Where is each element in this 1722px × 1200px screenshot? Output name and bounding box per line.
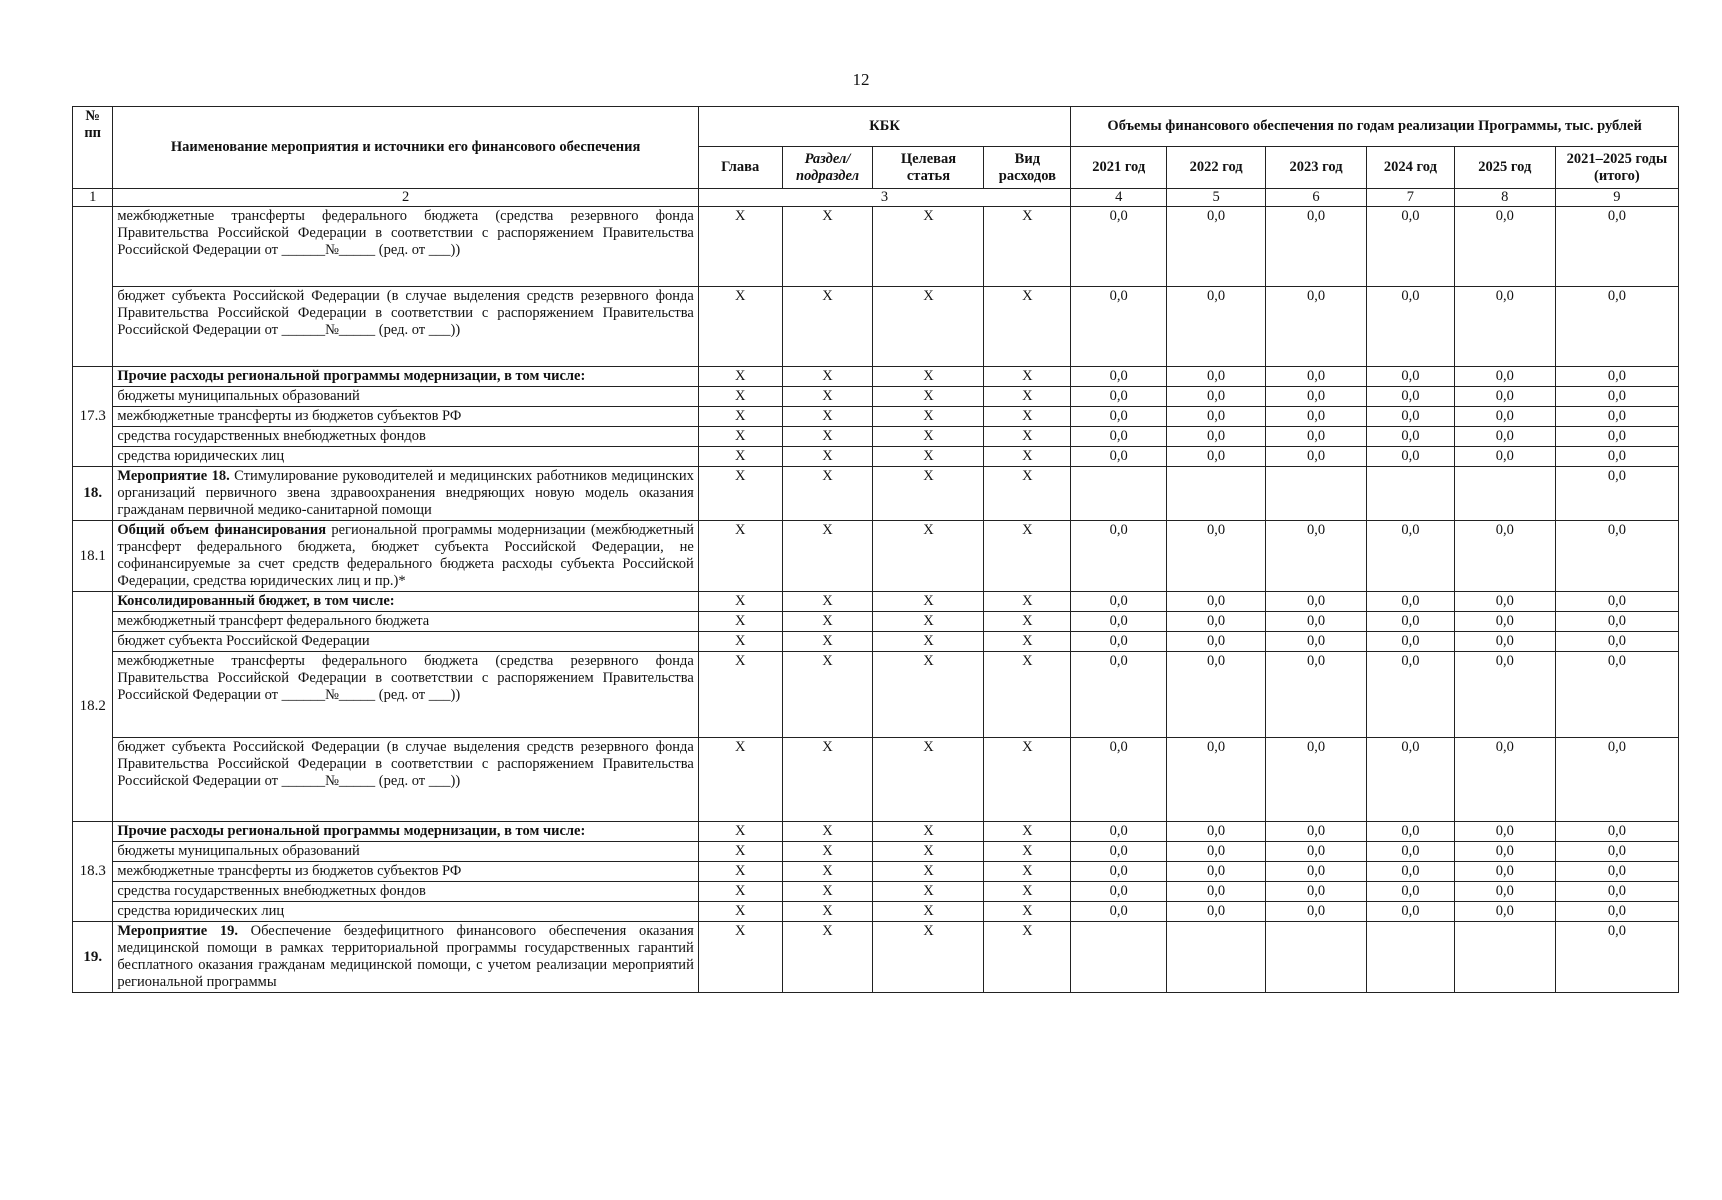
row-label: Прочие расходы региональной программы модернизации, в том числе:	[113, 822, 698, 842]
kbk-vid: X	[984, 842, 1071, 862]
row-number: 18.1	[73, 521, 113, 592]
kbk-glava: X	[698, 902, 782, 922]
value-2022: 0,0	[1167, 387, 1266, 407]
value-2024: 0,0	[1367, 822, 1455, 842]
value-empty	[1367, 922, 1455, 993]
col-number: 9	[1555, 189, 1678, 207]
value-2024: 0,0	[1367, 407, 1455, 427]
header-celevaya: Целевая статья	[873, 147, 984, 189]
value-2022: 0,0	[1167, 632, 1266, 652]
table-row	[73, 447, 1679, 467]
row-label	[113, 922, 698, 993]
value-2025: 0,0	[1454, 521, 1555, 592]
measure-19-text: Обеспечение бездефицитного финансового обеспечения оказания медицинской помощи в рамках территориальной программы государственных гарантий бесплатного оказания гражданам медицинской помощи, с учетом реализации мероприятий региональной программы	[117, 923, 694, 990]
kbk-razdel: X	[782, 367, 873, 387]
value-2022: 0,0	[1167, 902, 1266, 922]
value-2024: 0,0	[1367, 521, 1455, 592]
kbk-celevaya: X	[873, 922, 984, 993]
kbk-glava: X	[698, 427, 782, 447]
value-2022: 0,0	[1167, 521, 1266, 592]
value-total: 0,0	[1555, 862, 1678, 882]
header-vid: Вид расходов	[984, 147, 1071, 189]
table-row	[73, 652, 1679, 738]
kbk-glava: X	[698, 862, 782, 882]
kbk-celevaya: X	[873, 612, 984, 632]
value-2023: 0,0	[1266, 862, 1367, 882]
kbk-vid: X	[984, 902, 1071, 922]
value-2024: 0,0	[1367, 427, 1455, 447]
kbk-celevaya: X	[873, 862, 984, 882]
kbk-celevaya: X	[873, 738, 984, 822]
kbk-glava: X	[698, 447, 782, 467]
value-2025: 0,0	[1454, 612, 1555, 632]
value-2024: 0,0	[1367, 862, 1455, 882]
value-2025: 0,0	[1454, 822, 1555, 842]
table-body	[73, 207, 1679, 993]
col-number: 7	[1367, 189, 1455, 207]
kbk-celevaya: X	[873, 447, 984, 467]
value-2023: 0,0	[1266, 612, 1367, 632]
value-2023: 0,0	[1266, 902, 1367, 922]
value-total: 0,0	[1555, 652, 1678, 738]
header-year-2025: 2025 год	[1454, 147, 1555, 189]
value-2025: 0,0	[1454, 592, 1555, 612]
row-label	[113, 467, 698, 521]
kbk-glava: X	[698, 287, 782, 367]
kbk-glava: X	[698, 822, 782, 842]
value-2021: 0,0	[1071, 207, 1167, 287]
value-2025: 0,0	[1454, 738, 1555, 822]
value-2023: 0,0	[1266, 407, 1367, 427]
row-number: 18.2	[73, 592, 113, 822]
value-2021: 0,0	[1071, 521, 1167, 592]
value-2022: 0,0	[1167, 407, 1266, 427]
value-total: 0,0	[1555, 592, 1678, 612]
value-total: 0,0	[1555, 922, 1678, 993]
value-total: 0,0	[1555, 612, 1678, 632]
value-total: 0,0	[1555, 287, 1678, 367]
value-2024: 0,0	[1367, 612, 1455, 632]
kbk-razdel: X	[782, 738, 873, 822]
kbk-vid: X	[984, 822, 1071, 842]
value-total: 0,0	[1555, 387, 1678, 407]
kbk-celevaya: X	[873, 822, 984, 842]
kbk-vid: X	[984, 521, 1071, 592]
value-2024: 0,0	[1367, 387, 1455, 407]
value-2022: 0,0	[1167, 367, 1266, 387]
kbk-razdel: X	[782, 467, 873, 521]
kbk-vid: X	[984, 592, 1071, 612]
kbk-glava: X	[698, 367, 782, 387]
value-2021: 0,0	[1071, 367, 1167, 387]
value-2025: 0,0	[1454, 367, 1555, 387]
row-number: 18.	[73, 467, 113, 521]
table-row	[73, 521, 1679, 592]
value-2022: 0,0	[1167, 652, 1266, 738]
kbk-razdel: X	[782, 862, 873, 882]
value-empty	[1266, 467, 1367, 521]
table-row	[73, 882, 1679, 902]
financing-table	[72, 106, 1679, 993]
header-glava: Глава	[698, 147, 782, 189]
value-2021: 0,0	[1071, 738, 1167, 822]
value-2021: 0,0	[1071, 632, 1167, 652]
kbk-glava: X	[698, 652, 782, 738]
kbk-vid: X	[984, 207, 1071, 287]
value-2023: 0,0	[1266, 387, 1367, 407]
kbk-vid: X	[984, 427, 1071, 447]
value-2025: 0,0	[1454, 652, 1555, 738]
value-2021: 0,0	[1071, 592, 1167, 612]
value-total: 0,0	[1555, 521, 1678, 592]
kbk-celevaya: X	[873, 427, 984, 447]
value-2024: 0,0	[1367, 207, 1455, 287]
col-number: 4	[1071, 189, 1167, 207]
value-2021: 0,0	[1071, 862, 1167, 882]
value-2022: 0,0	[1167, 612, 1266, 632]
value-2024: 0,0	[1367, 287, 1455, 367]
measure-19-lead: Мероприятие 19.	[117, 923, 238, 939]
table-row	[73, 367, 1679, 387]
kbk-razdel: X	[782, 447, 873, 467]
kbk-razdel: X	[782, 407, 873, 427]
total-financing-text: региональной программы модернизации (межбюджетный трансферт федерального бюджета, бюджет субъекта Российской Федерации, не софинансируемые за счет средств федерального бюджета расходы субъекта Российской Федерации, средства юридических лиц и пр.)*	[117, 522, 694, 589]
value-2023: 0,0	[1266, 632, 1367, 652]
value-2025: 0,0	[1454, 842, 1555, 862]
kbk-vid: X	[984, 287, 1071, 367]
col-number: 8	[1454, 189, 1555, 207]
kbk-celevaya: X	[873, 287, 984, 367]
row-label: бюджеты муниципальных образований	[113, 842, 698, 862]
kbk-glava: X	[698, 922, 782, 993]
value-2022: 0,0	[1167, 427, 1266, 447]
kbk-vid: X	[984, 632, 1071, 652]
kbk-vid: X	[984, 922, 1071, 993]
kbk-glava: X	[698, 207, 782, 287]
value-2021: 0,0	[1071, 822, 1167, 842]
kbk-celevaya: X	[873, 367, 984, 387]
value-total: 0,0	[1555, 407, 1678, 427]
kbk-razdel: X	[782, 427, 873, 447]
value-total: 0,0	[1555, 902, 1678, 922]
value-2022: 0,0	[1167, 862, 1266, 882]
value-2024: 0,0	[1367, 652, 1455, 738]
kbk-glava: X	[698, 387, 782, 407]
value-2025: 0,0	[1454, 407, 1555, 427]
value-2025: 0,0	[1454, 882, 1555, 902]
value-2021: 0,0	[1071, 842, 1167, 862]
table-row	[73, 592, 1679, 612]
table-row	[73, 842, 1679, 862]
value-empty	[1266, 922, 1367, 993]
value-2023: 0,0	[1266, 207, 1367, 287]
kbk-vid: X	[984, 407, 1071, 427]
column-number-row	[73, 189, 1679, 207]
kbk-razdel: X	[782, 521, 873, 592]
table-row	[73, 427, 1679, 447]
row-label: бюджеты муниципальных образований	[113, 387, 698, 407]
kbk-celevaya: X	[873, 652, 984, 738]
value-2024: 0,0	[1367, 842, 1455, 862]
kbk-celevaya: X	[873, 882, 984, 902]
row-number-cell	[73, 207, 113, 367]
kbk-celevaya: X	[873, 842, 984, 862]
value-2025: 0,0	[1454, 207, 1555, 287]
col-number: 1	[73, 189, 113, 207]
header-pp: № пп	[73, 107, 113, 189]
value-2023: 0,0	[1266, 822, 1367, 842]
kbk-razdel: X	[782, 842, 873, 862]
value-empty	[1071, 467, 1167, 521]
kbk-celevaya: X	[873, 902, 984, 922]
header-year-2024: 2024 год	[1367, 147, 1455, 189]
header-name: Наименование мероприятия и источники его финансового обеспечения	[113, 107, 698, 189]
value-empty	[1454, 922, 1555, 993]
table-row	[73, 922, 1679, 993]
kbk-razdel: X	[782, 207, 873, 287]
value-total: 0,0	[1555, 882, 1678, 902]
header-year-2021: 2021 год	[1071, 147, 1167, 189]
kbk-razdel: X	[782, 592, 873, 612]
kbk-vid: X	[984, 612, 1071, 632]
value-2021: 0,0	[1071, 902, 1167, 922]
row-label: средства государственных внебюджетных фондов	[113, 427, 698, 447]
kbk-vid: X	[984, 367, 1071, 387]
kbk-razdel: X	[782, 612, 873, 632]
kbk-celevaya: X	[873, 207, 984, 287]
kbk-razdel: X	[782, 652, 873, 738]
value-2023: 0,0	[1266, 738, 1367, 822]
row-label: межбюджетный трансферт федерального бюджета	[113, 612, 698, 632]
kbk-glava: X	[698, 738, 782, 822]
value-empty	[1071, 922, 1167, 993]
kbk-glava: X	[698, 882, 782, 902]
row-label: Консолидированный бюджет, в том числе:	[113, 592, 698, 612]
table-row	[73, 207, 1679, 287]
value-2023: 0,0	[1266, 447, 1367, 467]
value-2025: 0,0	[1454, 287, 1555, 367]
value-total: 0,0	[1555, 427, 1678, 447]
value-2025: 0,0	[1454, 632, 1555, 652]
row-label: межбюджетные трансферты из бюджетов субъектов РФ	[113, 407, 698, 427]
value-empty	[1454, 467, 1555, 521]
row-label: Прочие расходы региональной программы модернизации, в том числе:	[113, 367, 698, 387]
table-header	[73, 107, 1679, 207]
page-number: 12	[852, 70, 870, 89]
kbk-glava: X	[698, 592, 782, 612]
value-2022: 0,0	[1167, 287, 1266, 367]
value-empty	[1167, 467, 1266, 521]
row-label: средства государственных внебюджетных фондов	[113, 882, 698, 902]
kbk-glava: X	[698, 842, 782, 862]
table-row	[73, 738, 1679, 822]
value-total: 0,0	[1555, 842, 1678, 862]
value-2024: 0,0	[1367, 738, 1455, 822]
value-2021: 0,0	[1071, 387, 1167, 407]
col-number: 3	[698, 189, 1070, 207]
kbk-razdel: X	[782, 632, 873, 652]
row-label: средства юридических лиц	[113, 447, 698, 467]
value-total: 0,0	[1555, 822, 1678, 842]
value-2021: 0,0	[1071, 652, 1167, 738]
value-total: 0,0	[1555, 367, 1678, 387]
kbk-vid: X	[984, 652, 1071, 738]
value-2021: 0,0	[1071, 427, 1167, 447]
header-razdel: Раздел/ подраздел	[782, 147, 873, 189]
value-empty	[1367, 467, 1455, 521]
table-row	[73, 632, 1679, 652]
measure-18-lead: Мероприятие 18.	[117, 468, 230, 484]
value-2021: 0,0	[1071, 882, 1167, 902]
value-2023: 0,0	[1266, 367, 1367, 387]
value-2023: 0,0	[1266, 287, 1367, 367]
table-row	[73, 612, 1679, 632]
value-2022: 0,0	[1167, 592, 1266, 612]
row-label	[113, 521, 698, 592]
value-2023: 0,0	[1266, 521, 1367, 592]
value-2021: 0,0	[1071, 407, 1167, 427]
value-2024: 0,0	[1367, 902, 1455, 922]
kbk-razdel: X	[782, 822, 873, 842]
kbk-vid: X	[984, 447, 1071, 467]
kbk-razdel: X	[782, 882, 873, 902]
value-2021: 0,0	[1071, 612, 1167, 632]
value-2023: 0,0	[1266, 842, 1367, 862]
table-row	[73, 902, 1679, 922]
value-2025: 0,0	[1454, 902, 1555, 922]
value-total: 0,0	[1555, 738, 1678, 822]
total-financing-lead: Общий объем финансирования	[117, 522, 327, 538]
value-total: 0,0	[1555, 447, 1678, 467]
table-row	[73, 407, 1679, 427]
value-2023: 0,0	[1266, 427, 1367, 447]
header-volumes: Объемы финансового обеспечения по годам реализации Программы, тыс. рублей	[1071, 107, 1679, 147]
value-total: 0,0	[1555, 207, 1678, 287]
value-2025: 0,0	[1454, 387, 1555, 407]
kbk-celevaya: X	[873, 387, 984, 407]
kbk-celevaya: X	[873, 407, 984, 427]
kbk-celevaya: X	[873, 592, 984, 612]
kbk-razdel: X	[782, 902, 873, 922]
kbk-glava: X	[698, 612, 782, 632]
col-number: 2	[113, 189, 698, 207]
measure-18-text: Стимулирование руководителей и медицинских работников медицинских организаций первичного звена здравоохранения внедряющих новую модель оказания гражданам первичной медико-санитарной помощи	[117, 468, 694, 518]
header-year-2022: 2022 год	[1167, 147, 1266, 189]
value-2024: 0,0	[1367, 882, 1455, 902]
kbk-vid: X	[984, 862, 1071, 882]
header-kbk: КБК	[698, 107, 1070, 147]
value-total: 0,0	[1555, 632, 1678, 652]
value-2022: 0,0	[1167, 842, 1266, 862]
table-row	[73, 862, 1679, 882]
kbk-vid: X	[984, 738, 1071, 822]
value-2023: 0,0	[1266, 652, 1367, 738]
table-row	[73, 387, 1679, 407]
value-2021: 0,0	[1071, 447, 1167, 467]
kbk-vid: X	[984, 882, 1071, 902]
kbk-glava: X	[698, 521, 782, 592]
kbk-celevaya: X	[873, 521, 984, 592]
value-2023: 0,0	[1266, 592, 1367, 612]
kbk-vid: X	[984, 387, 1071, 407]
value-2022: 0,0	[1167, 738, 1266, 822]
row-label: бюджет субъекта Российской Федерации (в случае выделения средств резервного фонда Правительства Российской Федерации в соответствии с распоряжением Правительства Российской Федерации от ______№_____ (ред. от ___))	[113, 738, 698, 822]
row-label: средства юридических лиц	[113, 902, 698, 922]
kbk-vid: X	[984, 467, 1071, 521]
value-2022: 0,0	[1167, 882, 1266, 902]
value-2021: 0,0	[1071, 287, 1167, 367]
kbk-celevaya: X	[873, 467, 984, 521]
kbk-glava: X	[698, 632, 782, 652]
table-row	[73, 467, 1679, 521]
col-number: 6	[1266, 189, 1367, 207]
row-number: 17.3	[73, 367, 113, 467]
value-2022: 0,0	[1167, 207, 1266, 287]
value-2024: 0,0	[1367, 447, 1455, 467]
value-2025: 0,0	[1454, 862, 1555, 882]
header-year-2023: 2023 год	[1266, 147, 1367, 189]
row-label: межбюджетные трансферты федерального бюджета (средства резервного фонда Правительства Российской Федерации в соответствии с распоряжением Правительства Российской Федерации от ______№_____ (ред. от ___))	[113, 207, 698, 287]
value-total: 0,0	[1555, 467, 1678, 521]
value-2024: 0,0	[1367, 592, 1455, 612]
row-label: бюджет субъекта Российской Федерации	[113, 632, 698, 652]
value-2024: 0,0	[1367, 632, 1455, 652]
kbk-glava: X	[698, 467, 782, 521]
table-row	[73, 287, 1679, 367]
value-2022: 0,0	[1167, 447, 1266, 467]
value-2024: 0,0	[1367, 367, 1455, 387]
value-empty	[1167, 922, 1266, 993]
row-number: 18.3	[73, 822, 113, 922]
header-year-total: 2021–2025 годы (итого)	[1555, 147, 1678, 189]
col-number: 5	[1167, 189, 1266, 207]
row-label: межбюджетные трансферты из бюджетов субъектов РФ	[113, 862, 698, 882]
value-2025: 0,0	[1454, 427, 1555, 447]
kbk-razdel: X	[782, 922, 873, 993]
value-2023: 0,0	[1266, 882, 1367, 902]
value-2022: 0,0	[1167, 822, 1266, 842]
kbk-glava: X	[698, 407, 782, 427]
row-label: бюджет субъекта Российской Федерации (в случае выделения средств резервного фонда Правительства Российской Федерации в соответствии с распоряжением Правительства Российской Федерации от ______№_____ (ред. от ___))	[113, 287, 698, 367]
kbk-razdel: X	[782, 287, 873, 367]
row-number: 19.	[73, 922, 113, 993]
table-row	[73, 822, 1679, 842]
kbk-celevaya: X	[873, 632, 984, 652]
row-label: межбюджетные трансферты федерального бюджета (средства резервного фонда Правительства Российской Федерации в соответствии с распоряжением Правительства Российской Федерации от ______№_____ (ред. от ___))	[113, 652, 698, 738]
value-2025: 0,0	[1454, 447, 1555, 467]
kbk-razdel: X	[782, 387, 873, 407]
